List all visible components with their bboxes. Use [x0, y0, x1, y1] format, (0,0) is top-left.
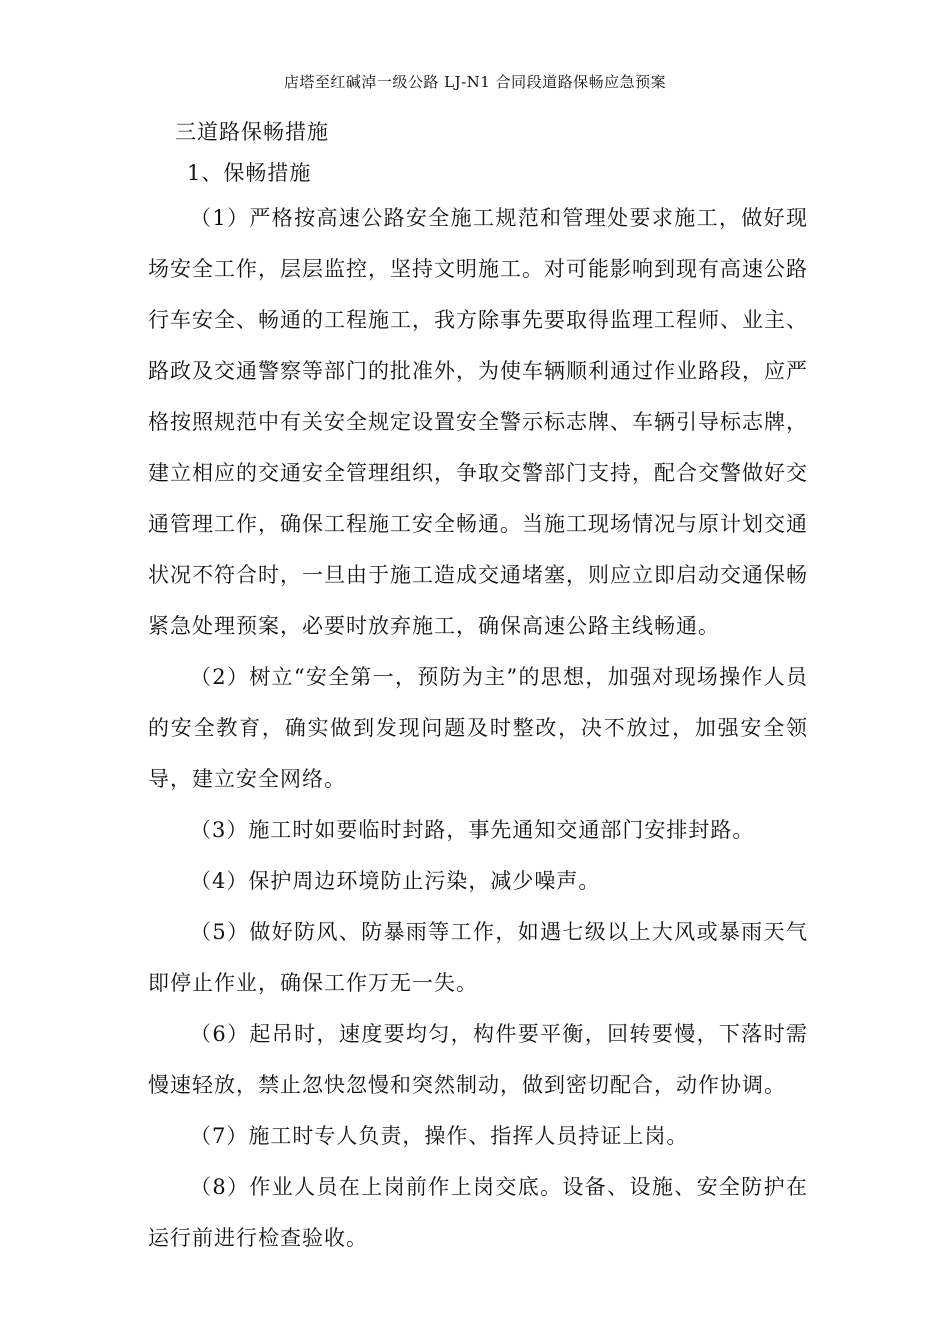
- paragraph-measure-4: （4）保护周边环境防止污染，减少噪声。: [190, 869, 601, 893]
- page-header: 店塔至红碱淖一级公路 LJ-N1 合同段道路保畅应急预案: [283, 73, 667, 91]
- paragraph-measure-8: （8）作业人员在上岗前作上岗交底。设备、设施、安全防护在运行前进行检查验收。: [148, 1175, 808, 1250]
- section-title: 三道路保畅措施: [175, 120, 329, 144]
- paragraph-measure-5: （5）做好防风、防暴雨等工作，如遇七级以上大风或暴雨天气即停止作业，确保工作万无一失。: [148, 920, 808, 995]
- paragraph-measure-6: （6）起吊时，速度要均匀，构件要平衡，回转要慢，下落时需慢速轻放，禁止忽快忽慢和突然制动，做到密切配合，动作协调。: [148, 1022, 808, 1097]
- paragraph-measure-2: （2）树立“安全第一，预防为主”的思想，加强对现场操作人员的安全教育，确实做到发现问题及时整改，决不放过，加强安全领导，建立安全网络。: [148, 665, 808, 791]
- paragraph-measure-7: （7）施工时专人负责，操作、指挥人员持证上岗。: [190, 1124, 689, 1148]
- subsection-title: 1、保畅措施: [187, 161, 312, 185]
- paragraph-measure-3: （3）施工时如要临时封路，事先通知交通部门安排封路。: [190, 818, 755, 842]
- paragraph-measure-1: （1）严格按高速公路安全施工规范和管理处要求施工，做好现场安全工作，层层监控，坚持文明施工。对可能影响到现有高速公路行车安全、畅通的工程施工，我方除事先要取得监理工程师、业主、路政及交通警察等部门的批准外，为使车辆顺利通过作业路段，应严格按照规范中有关安全规定设置安全警示标志牌、车辆引导标志牌，建立相应的交通安全管理组织，争取交警部门支持，配合交警做好交通管理工作，确保工程施工安全畅通。当施工现场情况与原计划交通状况不符合时，一旦由于施工造成交通堵塞，则应立即启动交通保畅紧急处理预案，必要时放弃施工，确保高速公路主线畅通。: [148, 206, 808, 638]
- document-body: [148, 193, 808, 1264]
- header-divider: [150, 97, 805, 98]
